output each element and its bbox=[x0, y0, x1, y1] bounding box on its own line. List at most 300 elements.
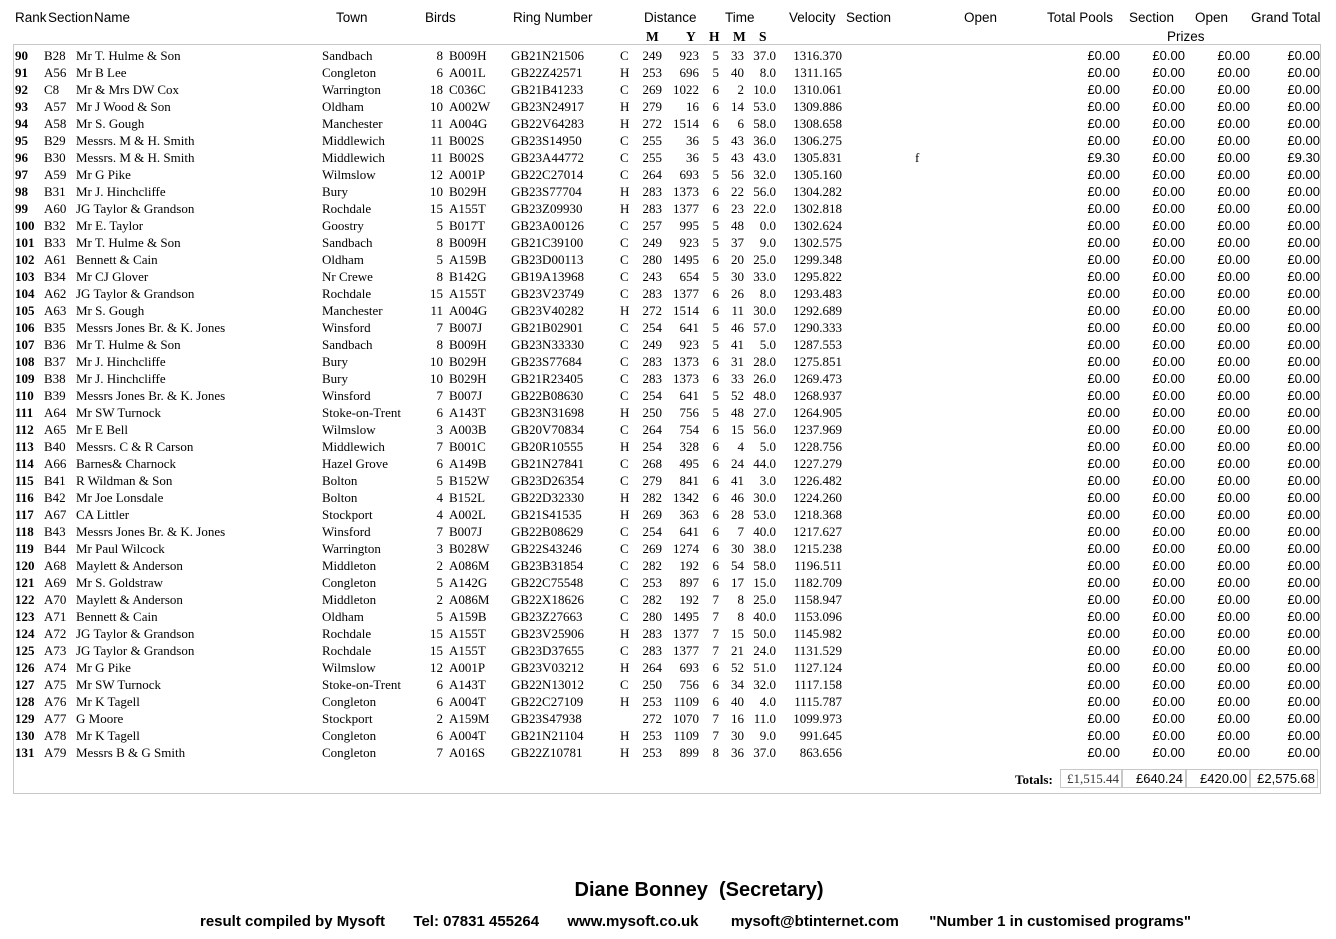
header-open-prize: Open bbox=[1195, 10, 1229, 25]
row-ring-number: GB23Z09930 bbox=[511, 201, 583, 216]
row-clock-type: C bbox=[620, 150, 629, 165]
row-yards: 756 bbox=[679, 405, 699, 420]
row-bird-code: A001P bbox=[449, 660, 486, 675]
row-section: A70 bbox=[44, 592, 67, 607]
row-section-prize: £0.00 bbox=[1152, 575, 1185, 590]
row-section: A63 bbox=[44, 303, 67, 318]
row-miles: 280 bbox=[642, 252, 662, 267]
row-miles: 250 bbox=[642, 405, 662, 420]
row-minutes: 36 bbox=[731, 745, 744, 760]
row-seconds: 28.0 bbox=[753, 354, 776, 369]
row-seconds: 56.0 bbox=[753, 184, 776, 199]
row-town: Middleton bbox=[322, 592, 377, 607]
row-hours: 6 bbox=[712, 201, 719, 216]
row-birds: 10 bbox=[430, 371, 443, 386]
row-name: Mr T. Hulme & Son bbox=[76, 337, 181, 352]
row-bird-code: A001L bbox=[449, 65, 486, 80]
row-minutes: 20 bbox=[731, 252, 744, 267]
row-open-prize: £0.00 bbox=[1217, 65, 1250, 80]
row-clock-type: H bbox=[620, 439, 630, 454]
row-miles: 282 bbox=[642, 592, 662, 607]
header-hours: H bbox=[709, 29, 720, 44]
row-birds: 2 bbox=[436, 711, 443, 726]
row-hours: 6 bbox=[712, 252, 719, 267]
header-open-pool: Open bbox=[964, 10, 998, 25]
row-total-pools: £0.00 bbox=[1087, 65, 1120, 80]
row-grand-total: £0.00 bbox=[1287, 473, 1320, 488]
row-town: Warrington bbox=[322, 541, 381, 556]
row-name: Mr S. Gough bbox=[76, 303, 145, 318]
row-total-pools: £0.00 bbox=[1087, 218, 1120, 233]
row-name: Mr Joe Lonsdale bbox=[76, 490, 164, 505]
row-rank: 119 bbox=[15, 541, 34, 556]
row-open-prize: £0.00 bbox=[1217, 728, 1250, 743]
row-town: Sandbach bbox=[322, 235, 373, 250]
row-minutes: 41 bbox=[731, 473, 744, 488]
row-section-prize: £0.00 bbox=[1152, 303, 1185, 318]
row-minutes: 48 bbox=[731, 218, 744, 233]
row-ring-number: GB22V64283 bbox=[511, 116, 584, 131]
header-grand-total: Grand Total bbox=[1251, 10, 1321, 25]
table-row bbox=[0, 523, 1336, 540]
row-name: Messrs B & G Smith bbox=[76, 745, 186, 760]
row-ring-number: GB22B08629 bbox=[511, 524, 584, 539]
row-open-prize: £0.00 bbox=[1217, 405, 1250, 420]
row-hours: 6 bbox=[712, 286, 719, 301]
row-grand-total: £0.00 bbox=[1287, 745, 1320, 760]
row-birds: 8 bbox=[436, 337, 443, 352]
row-grand-total: £0.00 bbox=[1287, 592, 1320, 607]
table-row bbox=[0, 336, 1336, 353]
row-minutes: 30 bbox=[731, 541, 744, 556]
row-open-prize: £0.00 bbox=[1217, 473, 1250, 488]
row-section-prize: £0.00 bbox=[1152, 48, 1185, 63]
row-hours: 5 bbox=[712, 218, 719, 233]
row-miles: 283 bbox=[642, 286, 662, 301]
row-miles: 282 bbox=[642, 490, 662, 505]
row-town: Stockport bbox=[322, 711, 373, 726]
row-birds: 3 bbox=[436, 541, 443, 556]
row-miles: 257 bbox=[642, 218, 662, 233]
row-section: A72 bbox=[44, 626, 67, 641]
row-clock-type: H bbox=[620, 303, 630, 318]
row-grand-total: £0.00 bbox=[1287, 626, 1320, 641]
row-bird-code: B009H bbox=[449, 337, 487, 352]
row-section: B33 bbox=[44, 235, 66, 250]
row-open-prize: £0.00 bbox=[1217, 48, 1250, 63]
row-section: A58 bbox=[44, 116, 67, 131]
row-total-pools: £0.00 bbox=[1087, 728, 1120, 743]
table-row bbox=[0, 285, 1336, 302]
row-miles: 243 bbox=[642, 269, 662, 284]
row-bird-code: B029H bbox=[449, 184, 487, 199]
row-total-pools: £0.00 bbox=[1087, 524, 1120, 539]
row-bird-code: A155T bbox=[449, 286, 486, 301]
row-seconds: 57.0 bbox=[753, 320, 776, 335]
row-ring-number: GB22C75548 bbox=[511, 575, 584, 590]
row-total-pools: £0.00 bbox=[1087, 99, 1120, 114]
row-open-prize: £0.00 bbox=[1217, 439, 1250, 454]
row-velocity: 1310.061 bbox=[793, 82, 842, 97]
row-birds: 8 bbox=[436, 235, 443, 250]
row-birds: 11 bbox=[430, 150, 443, 165]
row-bird-code: A002L bbox=[449, 507, 486, 522]
row-rank: 105 bbox=[15, 303, 35, 318]
row-grand-total: £0.00 bbox=[1287, 643, 1320, 658]
row-ring-number: GB23N31698 bbox=[511, 405, 584, 420]
row-velocity: 991.645 bbox=[799, 728, 842, 743]
row-ring-number: GB19A13968 bbox=[511, 269, 584, 284]
row-birds: 15 bbox=[430, 643, 443, 658]
row-miles: 272 bbox=[642, 116, 662, 131]
row-grand-total: £0.00 bbox=[1287, 82, 1320, 97]
row-miles: 254 bbox=[642, 524, 662, 539]
row-total-pools: £0.00 bbox=[1087, 286, 1120, 301]
row-velocity: 1117.158 bbox=[794, 677, 842, 692]
row-section-prize: £0.00 bbox=[1152, 269, 1185, 284]
row-clock-type: C bbox=[620, 524, 629, 539]
row-rank: 94 bbox=[15, 116, 28, 131]
row-birds: 7 bbox=[436, 745, 443, 760]
row-open-prize: £0.00 bbox=[1217, 184, 1250, 199]
row-section-prize: £0.00 bbox=[1152, 677, 1185, 692]
row-section-prize: £0.00 bbox=[1152, 643, 1185, 658]
row-ring-number: GB21B02901 bbox=[511, 320, 584, 335]
row-name: Mr T. Hulme & Son bbox=[76, 235, 181, 250]
row-total-pools: £0.00 bbox=[1087, 592, 1120, 607]
row-section-prize: £0.00 bbox=[1152, 473, 1185, 488]
row-birds: 6 bbox=[436, 728, 443, 743]
row-clock-type: C bbox=[620, 473, 629, 488]
row-minutes: 8 bbox=[737, 609, 744, 624]
row-bird-code: A002W bbox=[449, 99, 491, 114]
row-clock-type: C bbox=[620, 677, 629, 692]
row-velocity: 1218.368 bbox=[793, 507, 842, 522]
row-yards: 1373 bbox=[673, 371, 699, 386]
row-town: Winsford bbox=[322, 524, 371, 539]
row-ring-number: GB22D32330 bbox=[511, 490, 584, 505]
row-yards: 192 bbox=[679, 592, 699, 607]
row-bird-code: A155T bbox=[449, 626, 486, 641]
row-clock-type: C bbox=[620, 167, 629, 182]
row-seconds: 38.0 bbox=[753, 541, 776, 556]
row-ring-number: GB23A00126 bbox=[511, 218, 584, 233]
row-section: B31 bbox=[44, 184, 66, 199]
row-name: Messrs. M & H. Smith bbox=[76, 133, 195, 148]
email-link[interactable]: mysoft@btinternet.com bbox=[730, 913, 899, 930]
row-grand-total: £0.00 bbox=[1287, 201, 1320, 216]
row-seconds: 8.0 bbox=[759, 286, 776, 301]
row-grand-total: £0.00 bbox=[1287, 575, 1320, 590]
totals-section-prize: £640.24 bbox=[1122, 769, 1186, 788]
totals-label: Totals: bbox=[1015, 772, 1053, 787]
row-rank: 109 bbox=[15, 371, 35, 386]
row-miles: 269 bbox=[642, 541, 662, 556]
row-ring-number: GB23V23749 bbox=[511, 286, 584, 301]
table-row bbox=[0, 404, 1336, 421]
row-name: Mr SW Turnock bbox=[76, 677, 162, 692]
row-total-pools: £0.00 bbox=[1087, 48, 1120, 63]
row-ring-number: GB21B41233 bbox=[511, 82, 584, 97]
row-seconds: 25.0 bbox=[753, 252, 776, 267]
row-birds: 11 bbox=[430, 133, 443, 148]
row-yards: 693 bbox=[679, 660, 699, 675]
row-open-prize: £0.00 bbox=[1217, 133, 1250, 148]
row-open-prize: £0.00 bbox=[1217, 507, 1250, 522]
row-bird-code: A086M bbox=[449, 558, 490, 573]
row-minutes: 28 bbox=[731, 507, 744, 522]
row-miles: 279 bbox=[642, 99, 662, 114]
row-town: Rochdale bbox=[322, 286, 372, 301]
row-town: Warrington bbox=[322, 82, 381, 97]
row-name: Mr E Bell bbox=[76, 422, 128, 437]
row-clock-type: C bbox=[620, 133, 629, 148]
row-rank: 126 bbox=[15, 660, 35, 675]
row-section: A73 bbox=[44, 643, 67, 658]
row-total-pools: £0.00 bbox=[1087, 252, 1120, 267]
row-town: Stockport bbox=[322, 507, 373, 522]
row-section-prize: £0.00 bbox=[1152, 745, 1185, 760]
table-row bbox=[0, 251, 1336, 268]
row-section: A65 bbox=[44, 422, 67, 437]
row-minutes: 37 bbox=[731, 235, 744, 250]
table-row bbox=[0, 200, 1336, 217]
row-seconds: 32.0 bbox=[753, 677, 776, 692]
row-rank: 125 bbox=[15, 643, 35, 658]
row-ring-number: GB21N21506 bbox=[511, 48, 584, 63]
row-seconds: 37.0 bbox=[753, 745, 776, 760]
row-yards: 923 bbox=[679, 337, 699, 352]
row-birds: 6 bbox=[436, 677, 443, 692]
row-grand-total: £0.00 bbox=[1287, 184, 1320, 199]
row-yards: 654 bbox=[679, 269, 699, 284]
row-name: Mr S. Goldstraw bbox=[76, 575, 164, 590]
header-birds: Birds bbox=[425, 10, 456, 25]
row-section-prize: £0.00 bbox=[1152, 218, 1185, 233]
row-town: Congleton bbox=[322, 65, 377, 80]
row-birds: 7 bbox=[436, 439, 443, 454]
row-seconds: 5.0 bbox=[759, 337, 776, 352]
row-name: Mr B Lee bbox=[76, 65, 127, 80]
row-seconds: 44.0 bbox=[753, 456, 776, 471]
table-row bbox=[0, 132, 1336, 149]
row-section: A75 bbox=[44, 677, 67, 692]
row-name: Messrs Jones Br. & K. Jones bbox=[76, 388, 226, 403]
row-section: B39 bbox=[44, 388, 66, 403]
row-seconds: 15.0 bbox=[753, 575, 776, 590]
row-yards: 1274 bbox=[673, 541, 699, 556]
row-hours: 7 bbox=[712, 626, 719, 641]
row-town: Oldham bbox=[322, 99, 364, 114]
row-hours: 5 bbox=[712, 133, 719, 148]
slogan: "Number 1 in customised programs" bbox=[929, 913, 1191, 930]
row-miles: 255 bbox=[642, 150, 662, 165]
row-bird-code: B009H bbox=[449, 48, 487, 63]
row-rank: 100 bbox=[15, 218, 35, 233]
row-total-pools: £0.00 bbox=[1087, 677, 1120, 692]
row-name: G Moore bbox=[76, 711, 124, 726]
row-seconds: 27.0 bbox=[753, 405, 776, 420]
row-rank: 90 bbox=[15, 48, 28, 63]
row-bird-code: B001C bbox=[449, 439, 486, 454]
row-total-pools: £0.00 bbox=[1087, 388, 1120, 403]
row-open-prize: £0.00 bbox=[1217, 677, 1250, 692]
row-grand-total: £0.00 bbox=[1287, 337, 1320, 352]
row-section: A59 bbox=[44, 167, 67, 182]
row-clock-type: C bbox=[620, 575, 629, 590]
website-link[interactable]: www.mysoft.co.uk bbox=[567, 913, 699, 930]
row-clock-type: C bbox=[620, 218, 629, 233]
row-town: Hazel Grove bbox=[322, 456, 389, 471]
row-bird-code: A143T bbox=[449, 677, 486, 692]
row-section-prize: £0.00 bbox=[1152, 167, 1185, 182]
row-minutes: 31 bbox=[731, 354, 744, 369]
row-open-prize: £0.00 bbox=[1217, 354, 1250, 369]
row-town: Bury bbox=[322, 371, 348, 386]
row-section-prize: £0.00 bbox=[1152, 150, 1185, 165]
row-hours: 6 bbox=[712, 490, 719, 505]
row-section-prize: £0.00 bbox=[1152, 116, 1185, 131]
row-town: Oldham bbox=[322, 609, 364, 624]
row-rank: 101 bbox=[15, 235, 35, 250]
compiler-line bbox=[200, 913, 1191, 930]
table-row bbox=[0, 557, 1336, 574]
row-rank: 115 bbox=[15, 473, 34, 488]
row-ring-number: GB23D26354 bbox=[511, 473, 584, 488]
row-rank: 130 bbox=[15, 728, 35, 743]
row-section: B37 bbox=[44, 354, 66, 369]
row-open-prize: £0.00 bbox=[1217, 711, 1250, 726]
row-section-prize: £0.00 bbox=[1152, 405, 1185, 420]
table-row bbox=[0, 64, 1336, 81]
row-miles: 269 bbox=[642, 82, 662, 97]
row-section-prize: £0.00 bbox=[1152, 354, 1185, 369]
row-clock-type: C bbox=[620, 371, 629, 386]
row-total-pools: £0.00 bbox=[1087, 507, 1120, 522]
row-section-prize: £0.00 bbox=[1152, 541, 1185, 556]
row-velocity: 1306.275 bbox=[793, 133, 842, 148]
row-clock-type: H bbox=[620, 490, 630, 505]
row-rank: 107 bbox=[15, 337, 35, 352]
row-birds: 15 bbox=[430, 286, 443, 301]
row-clock-type: H bbox=[620, 184, 630, 199]
row-minutes: 46 bbox=[731, 320, 744, 335]
row-birds: 10 bbox=[430, 99, 443, 114]
row-yards: 1377 bbox=[673, 201, 699, 216]
row-seconds: 43.0 bbox=[753, 150, 776, 165]
row-bird-code: B007J bbox=[449, 524, 483, 539]
row-total-pools: £0.00 bbox=[1087, 694, 1120, 709]
row-birds: 18 bbox=[430, 82, 443, 97]
row-open-prize: £0.00 bbox=[1217, 82, 1250, 97]
row-birds: 7 bbox=[436, 524, 443, 539]
row-name: Mr J. Hinchcliffe bbox=[76, 354, 166, 369]
row-yards: 1022 bbox=[673, 82, 699, 97]
table-row bbox=[0, 659, 1336, 676]
row-total-pools: £0.00 bbox=[1087, 643, 1120, 658]
row-total-pools: £0.00 bbox=[1087, 354, 1120, 369]
row-ring-number: GB22S43246 bbox=[511, 541, 582, 556]
row-ring-number: GB21R23405 bbox=[511, 371, 584, 386]
row-yards: 1342 bbox=[673, 490, 699, 505]
row-velocity: 1099.973 bbox=[793, 711, 842, 726]
row-total-pools: £0.00 bbox=[1087, 133, 1120, 148]
row-bird-code: B152L bbox=[449, 490, 486, 505]
row-town: Middlewich bbox=[322, 133, 385, 148]
row-hours: 6 bbox=[712, 116, 719, 131]
row-rank: 121 bbox=[15, 575, 35, 590]
row-rank: 92 bbox=[15, 82, 28, 97]
row-town: Stoke-on-Trent bbox=[322, 405, 401, 420]
row-ring-number: GB23S47938 bbox=[511, 711, 582, 726]
row-seconds: 24.0 bbox=[753, 643, 776, 658]
row-hours: 5 bbox=[712, 65, 719, 80]
row-ring-number: GB23N24917 bbox=[511, 99, 584, 114]
row-hours: 7 bbox=[712, 592, 719, 607]
row-town: Middlewich bbox=[322, 150, 385, 165]
row-minutes: 17 bbox=[731, 575, 744, 590]
row-miles: 279 bbox=[642, 473, 662, 488]
header-section-pool: Section bbox=[846, 10, 892, 25]
row-yards: 995 bbox=[679, 218, 699, 233]
header-prizes: Prizes bbox=[1167, 29, 1205, 44]
table-row bbox=[0, 47, 1336, 64]
row-section-prize: £0.00 bbox=[1152, 201, 1185, 216]
row-grand-total: £0.00 bbox=[1287, 269, 1320, 284]
row-open-prize: £0.00 bbox=[1217, 422, 1250, 437]
row-miles: 254 bbox=[642, 320, 662, 335]
row-section: A77 bbox=[44, 711, 67, 726]
row-velocity: 1182.709 bbox=[793, 575, 842, 590]
row-birds: 7 bbox=[436, 388, 443, 403]
row-hours: 6 bbox=[712, 303, 719, 318]
table-row bbox=[0, 166, 1336, 183]
row-velocity: 1226.482 bbox=[793, 473, 842, 488]
row-open-prize: £0.00 bbox=[1217, 490, 1250, 505]
row-rank: 93 bbox=[15, 99, 28, 114]
table-row bbox=[0, 693, 1336, 710]
row-clock-type: C bbox=[620, 235, 629, 250]
row-velocity: 1227.279 bbox=[793, 456, 842, 471]
row-town: Stoke-on-Trent bbox=[322, 677, 401, 692]
row-town: Congleton bbox=[322, 575, 377, 590]
row-clock-type: C bbox=[620, 320, 629, 335]
row-minutes: 52 bbox=[731, 388, 744, 403]
row-miles: 253 bbox=[642, 728, 662, 743]
row-ring-number: GB22N13012 bbox=[511, 677, 584, 692]
row-clock-type: H bbox=[620, 116, 630, 131]
row-grand-total: £0.00 bbox=[1287, 609, 1320, 624]
row-grand-total: £0.00 bbox=[1287, 320, 1320, 335]
row-name: JG Taylor & Grandson bbox=[76, 201, 195, 216]
row-total-pools: £0.00 bbox=[1087, 116, 1120, 131]
row-section: A64 bbox=[44, 405, 67, 420]
row-miles: 264 bbox=[642, 167, 662, 182]
row-velocity: 1264.905 bbox=[793, 405, 842, 420]
row-grand-total: £0.00 bbox=[1287, 99, 1320, 114]
row-town: Manchester bbox=[322, 303, 383, 318]
row-ring-number: GB23V25906 bbox=[511, 626, 584, 641]
row-seconds: 53.0 bbox=[753, 507, 776, 522]
row-seconds: 5.0 bbox=[759, 439, 776, 454]
row-yards: 1495 bbox=[673, 252, 699, 267]
row-name: JG Taylor & Grandson bbox=[76, 643, 195, 658]
row-bird-code: B152W bbox=[449, 473, 490, 488]
row-yards: 1514 bbox=[673, 303, 699, 318]
row-section: A78 bbox=[44, 728, 67, 743]
row-bird-code: A016S bbox=[449, 745, 486, 760]
row-bird-code: B007J bbox=[449, 320, 483, 335]
